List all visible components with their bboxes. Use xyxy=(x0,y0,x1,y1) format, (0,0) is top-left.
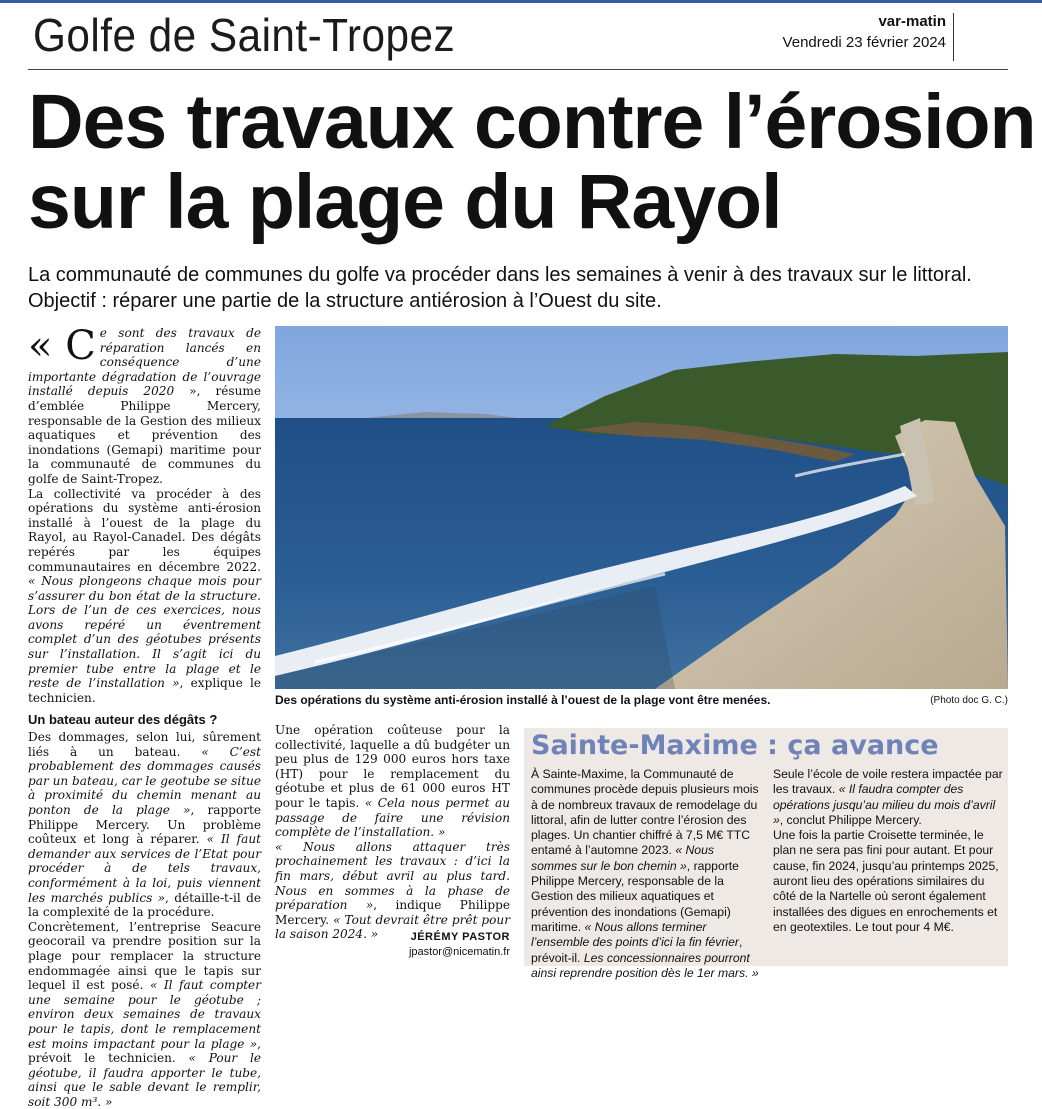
body-text: , indique Philippe Mercery. xyxy=(275,898,510,927)
body-text: Une fois la partie Croisette terminée, le plan ne sera pas fini pour autant. Et pour cause, fin 2024, jusqu’au printemps 2025, auront lieu des opérations similaires du côté de la Nartelle où seront également installées des digues en enrochements et en geotextiles. Le tout pour 4 M€. xyxy=(773,828,999,934)
standfirst: La communauté de communes du golfe va procéder dans les semaines à venir à des travaux sur le littoral. Objectif : réparer une partie de la structure antiérosion à l’Ouest du site. xyxy=(28,264,972,312)
sidebar-title: Sainte-Maxime : ça avance xyxy=(531,730,939,761)
article-paragraph xyxy=(28,920,261,1109)
beach-photo xyxy=(275,326,1008,689)
body-text: , explique le technicien. xyxy=(28,676,261,705)
header-rule xyxy=(28,69,1008,70)
body-text: La collectivité va procéder à des opérations du système anti-érosion installé à l’ouest de la plage du Rayol, au Rayol-Canadel. Des dégâts repérés par les équipes communautaires en décembre 2022. xyxy=(28,486,261,574)
article-subhead: Un bateau auteur des dégâts ? xyxy=(28,712,218,728)
quote-text: « Nous plongeons chaque mois pour s’assurer du bon état de la structure. Lors de l’un de ces exercices, nous avons repéré un éventrement complet d’un des géotubes présents sur l’installation. Il s’agit ici du premier tube entre la plage et le reste de l’installation » xyxy=(28,574,261,691)
headline xyxy=(28,79,1036,245)
author-name: JÉRÉMY PASTOR xyxy=(410,931,510,943)
body-text: , détaille-t-il de la complexité de la procédure. xyxy=(28,890,261,920)
quote-text: « Nous allons terminer l’ensemble des points d’ici la fin février xyxy=(531,919,739,950)
body-text: , rapporte Philippe Mercery, responsable de la Gestion des milieux aquatiques et prévention des inondations (Gemapi) maritime. xyxy=(531,858,739,934)
photo-caption: Des opérations du système anti-érosion installé à l’ouest de la plage vont être menées. xyxy=(275,693,771,707)
body-text: Seule l’école de voile restera impactée par les travaux. xyxy=(773,767,1003,797)
body-text: , rapporte Philippe Mercery. Un problème coûteux et long à réparer. xyxy=(28,803,262,847)
beach-photo-illustration xyxy=(275,326,1008,689)
quote-text: « Il faut compter une semaine pour le géotube ; environ deux semaines de travaux pour le tapis, dont le remplacement est moins impactant pour la plage » xyxy=(28,978,261,1051)
body-text: À Sainte-Maxime, la Communauté de communes procède depuis plusieurs mois à de nombreux travaux de remodelage du littoral, afin de lutter contre l’érosion des plages. Un chantier chiffré à 7,5 M€ TTC entamé à l’automne 2023. xyxy=(531,767,759,858)
headline-line-2: sur la plage du Rayol xyxy=(28,159,782,245)
quote-text: Les concessionnaires pourront ainsi reprendre position dès le 1er mars. » xyxy=(531,950,759,980)
byline xyxy=(275,930,510,960)
quote-text: « Pour le géotube, il faudra apporter le tube, ainsi que le sable devant le remplir, soit 300 m³. » xyxy=(28,1051,261,1109)
masthead-divider xyxy=(953,13,954,61)
body-text: Une opération coûteuse pour la collectivité, laquelle a dû budgéter un peu plus de 129 000 euros hors taxe (HT) pour le remplacement du géotube et plus de 61 000 euros HT pour le tapis. xyxy=(275,723,510,810)
article-paragraph xyxy=(28,487,261,706)
quote-text: « Tout devrait être prêt pour la saison 2024. » xyxy=(275,912,510,942)
body-text: », résume d’emblée Philippe Mercery, responsable de la Gestion des milieux aquatiques et prévention des inondations (Gemapi) maritime pour la communauté de communes du golfe de Saint-Tropez. xyxy=(28,384,261,486)
article-column-1 xyxy=(28,323,262,1109)
newspaper-brand: var-matin xyxy=(878,13,946,30)
quote-text: « Il faut demander aux services de l’Etat pour procéder à de tels travaux, conformément à la loi, puis viennent les marchés publics » xyxy=(28,832,261,905)
article-paragraph xyxy=(275,723,510,840)
body-text: , conclut Philippe Mercery. xyxy=(779,812,922,827)
quote-text: e sont des travaux de réparation lancés en conséquence d’une importante dégradation de l’ouvrage installé depuis 2020 xyxy=(28,326,261,399)
article-paragraph xyxy=(28,323,261,487)
quote-text: « Cela nous permet au passage de faire une révision complète de l’installation. » xyxy=(275,795,510,840)
article-column-2 xyxy=(275,723,510,942)
photo-credit: (Photo doc G. C.) xyxy=(930,695,1008,706)
quote-text: « Il faudra compter des opérations jusqu’au milieu du mois d’avril » xyxy=(773,782,996,827)
top-rule xyxy=(0,0,1042,3)
body-text: , prévoit le technicien. xyxy=(28,1036,261,1066)
body-text: Concrètement, l’entreprise Seacure geocorail va prendre position sur la plage pour remplacer la structure endommagée ainsi que le tapis sur lequel il est posé. xyxy=(28,919,261,993)
article-paragraph xyxy=(28,730,261,920)
author-email: jpastor@nicematin.fr xyxy=(408,946,510,958)
quote-text: « C’est probablement des dommages causés par un bateau, car le geotube se situe à proximité du chemin menant au ponton de la plage » xyxy=(28,744,261,817)
quote-text: « Nous allons attaquer très prochainement les travaux : d’ici la fin mars, début avril au plus tard. Nous en sommes à la phase de préparation » xyxy=(275,839,510,913)
sidebar-column-1 xyxy=(531,767,761,981)
quote-text: « Nous sommes sur le bon chemin » xyxy=(531,843,714,873)
body-text: , prévoit-il. xyxy=(531,935,743,965)
sidebar-column-2 xyxy=(773,767,1003,935)
drop-cap: « C xyxy=(28,323,96,369)
section-title: Golfe de Saint-Tropez xyxy=(33,9,456,61)
masthead xyxy=(783,11,946,53)
headline-line-1: Des travaux contre l’érosion xyxy=(28,79,1036,165)
article-paragraph xyxy=(275,840,510,942)
issue-date: Vendredi 23 février 2024 xyxy=(782,34,946,51)
body-text: Des dommages, selon lui, sûrement liés à un bateau. xyxy=(28,730,261,759)
